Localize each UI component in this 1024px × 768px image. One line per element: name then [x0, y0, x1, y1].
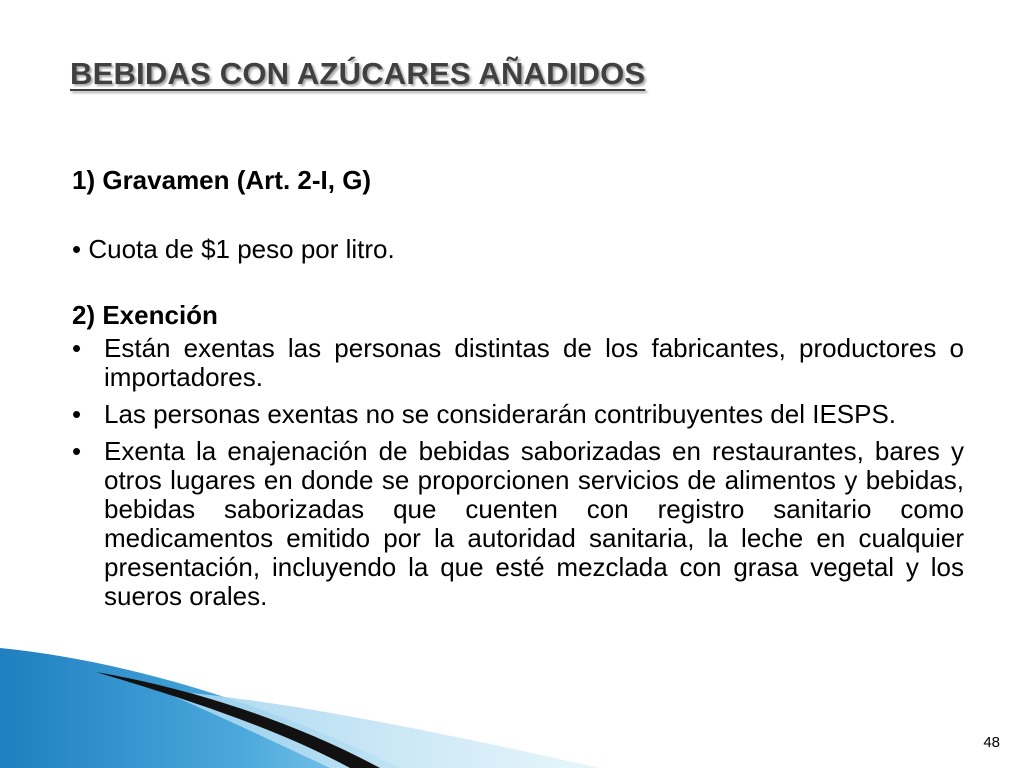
section-heading-gravamen: 1) Gravamen (Art. 2-I, G)	[72, 165, 372, 195]
gravamen-bullet: • Cuota de $1 peso por litro.	[72, 234, 395, 264]
wave-dark	[96, 672, 380, 768]
page-number: 48	[983, 734, 1000, 751]
section-heading-exencion: 2) Exención	[72, 300, 218, 330]
exencion-bullet-list	[72, 334, 964, 611]
list-item: • Exenta la enajenación de bebidas saborizadas en restaurantes, bares y otros lugares en donde se proporcionen servicios de alimentos y bebidas, bebidas saborizadas que cuenten con registro sanitario como medicamentos emitido por la autoridad sanitaria, la leche en cualquier presentación, incluyendo la que esté mezclada con grasa vegetal y los sueros orales.	[72, 437, 964, 611]
wave-blue	[0, 648, 400, 768]
list-item: • Están exentas las personas distintas de los fabricantes, productores o importadores.	[72, 334, 964, 392]
slide-body	[72, 166, 964, 619]
wave-light	[160, 690, 600, 768]
slide-title: BEBIDAS CON AZÚCARES AÑADIDOS	[70, 56, 646, 91]
list-item: • Las personas exentas no se considerarán contribuyentes del IESPS.	[72, 400, 964, 429]
